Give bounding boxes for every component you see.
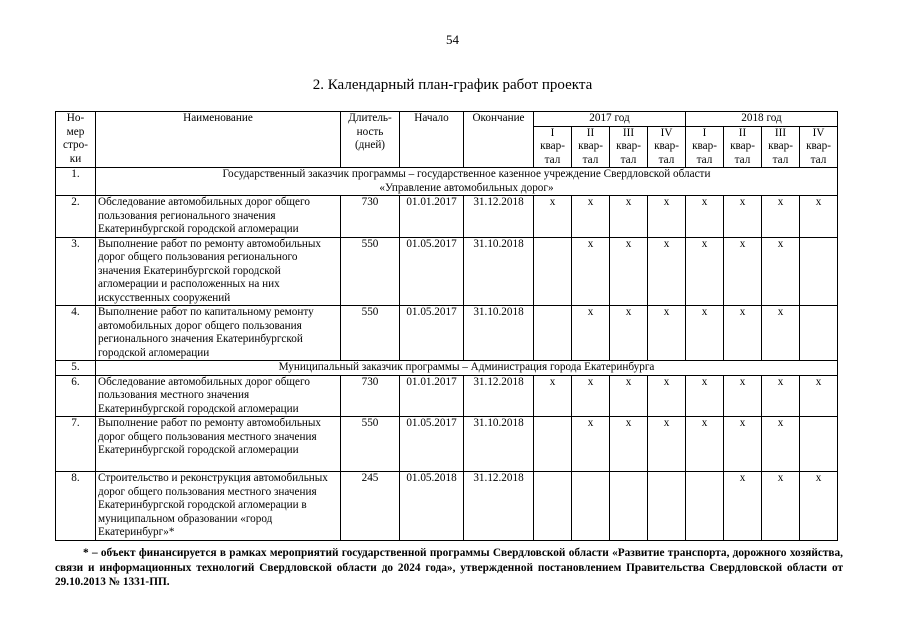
- schedule-table: [55, 111, 838, 541]
- start-date: 01.05.2017: [400, 237, 464, 306]
- quarter-mark: [648, 472, 686, 541]
- duration: 550: [341, 237, 400, 306]
- row-number: 7.: [56, 417, 96, 472]
- row-number: 1.: [56, 168, 96, 196]
- quarter-mark: х: [610, 237, 648, 306]
- quarter-mark: х: [762, 417, 800, 472]
- quarter-mark: х: [648, 306, 686, 361]
- quarter-mark: х: [724, 417, 762, 472]
- row-number: 4.: [56, 306, 96, 361]
- header-quarter: III квар- тал: [762, 126, 800, 168]
- quarter-mark: [534, 237, 572, 306]
- header-quarter: III квар- тал: [610, 126, 648, 168]
- work-name: Выполнение работ по ремонту автомобильных дорог общего пользования регионального значения Екатеринбургской городской агломерации и расположенных на них искусственных сооружений: [96, 237, 341, 306]
- quarter-mark: х: [686, 237, 724, 306]
- work-name: Строительство и реконструкция автомобильных дорог общего пользования местного значения Екатеринбургской городской агломерации в муниципальном образовании «город Екатеринбург»*: [96, 472, 341, 541]
- quarter-mark: х: [610, 417, 648, 472]
- quarter-mark: х: [686, 196, 724, 238]
- table-row: [56, 417, 838, 472]
- duration: 550: [341, 417, 400, 472]
- quarter-mark: [572, 472, 610, 541]
- end-date: 31.12.2018: [464, 472, 534, 541]
- quarter-mark: [800, 237, 838, 306]
- page-title: 2. Календарный план-график работ проекта: [312, 77, 593, 93]
- header-row-number: Но- мер стро- ки: [56, 112, 96, 168]
- quarter-mark: х: [572, 196, 610, 238]
- quarter-mark: [800, 306, 838, 361]
- start-date: 01.05.2017: [400, 417, 464, 472]
- quarter-mark: х: [572, 237, 610, 306]
- page-number: 54: [446, 32, 459, 47]
- section-row: [56, 361, 838, 376]
- work-name: Выполнение работ по ремонту автомобильных дорог общего пользования местного значения Екатеринбургской городской агломерации: [96, 417, 341, 472]
- quarter-mark: х: [762, 472, 800, 541]
- quarter-mark: х: [572, 375, 610, 417]
- table-row: [56, 237, 838, 306]
- quarter-mark: х: [610, 375, 648, 417]
- end-date: 31.12.2018: [464, 196, 534, 238]
- row-number: 5.: [56, 361, 96, 376]
- header-name: Наименование: [96, 112, 341, 168]
- quarter-mark: х: [648, 375, 686, 417]
- header-year-2017: 2017 год: [534, 112, 686, 127]
- section-title: Муниципальный заказчик программы – Администрация города Екатеринбурга: [96, 361, 838, 376]
- header-end: Окончание: [464, 112, 534, 168]
- end-date: 31.10.2018: [464, 237, 534, 306]
- quarter-mark: х: [762, 237, 800, 306]
- header-start: Начало: [400, 112, 464, 168]
- quarter-mark: х: [686, 417, 724, 472]
- quarter-mark: х: [800, 375, 838, 417]
- work-name: Обследование автомобильных дорог общего пользования регионального значения Екатеринбургской городской агломерации: [96, 196, 341, 238]
- start-date: 01.05.2018: [400, 472, 464, 541]
- header-duration: Длитель- ность (дней): [341, 112, 400, 168]
- table-row: [56, 375, 838, 417]
- quarter-mark: [534, 306, 572, 361]
- end-date: 31.10.2018: [464, 306, 534, 361]
- quarter-mark: [534, 472, 572, 541]
- quarter-mark: х: [686, 375, 724, 417]
- quarter-mark: [686, 472, 724, 541]
- start-date: 01.05.2017: [400, 306, 464, 361]
- quarter-mark: х: [724, 306, 762, 361]
- header-quarter: IV квар- тал: [648, 126, 686, 168]
- quarter-mark: х: [686, 306, 724, 361]
- duration: 550: [341, 306, 400, 361]
- start-date: 01.01.2017: [400, 375, 464, 417]
- quarter-mark: х: [800, 196, 838, 238]
- quarter-mark: х: [648, 417, 686, 472]
- table-row: [56, 306, 838, 361]
- quarter-mark: х: [648, 237, 686, 306]
- quarter-mark: х: [648, 196, 686, 238]
- header-quarter: I квар- тал: [686, 126, 724, 168]
- end-date: 31.10.2018: [464, 417, 534, 472]
- header-quarter: I квар- тал: [534, 126, 572, 168]
- header-quarter: II квар- тал: [572, 126, 610, 168]
- row-number: 8.: [56, 472, 96, 541]
- quarter-mark: х: [762, 375, 800, 417]
- duration: 730: [341, 375, 400, 417]
- end-date: 31.12.2018: [464, 375, 534, 417]
- quarter-mark: х: [762, 306, 800, 361]
- table-row: [56, 196, 838, 238]
- work-name: Выполнение работ по капитальному ремонту автомобильных дорог общего пользования регионального значения Екатеринбургской городской агломерации: [96, 306, 341, 361]
- work-name: Обследование автомобильных дорог общего пользования местного значения Екатеринбургской городской агломерации: [96, 375, 341, 417]
- section-title: Государственный заказчик программы – государственное казенное учреждение Свердловской области «Управление автомобильных дорог»: [96, 168, 838, 196]
- quarter-mark: [534, 417, 572, 472]
- header-year-2018: 2018 год: [686, 112, 838, 127]
- quarter-mark: х: [724, 237, 762, 306]
- quarter-mark: х: [724, 196, 762, 238]
- row-number: 2.: [56, 196, 96, 238]
- quarter-mark: [610, 472, 648, 541]
- quarter-mark: х: [572, 306, 610, 361]
- quarter-mark: х: [610, 196, 648, 238]
- header-quarter: II квар- тал: [724, 126, 762, 168]
- section-row: [56, 168, 838, 196]
- row-number: 3.: [56, 237, 96, 306]
- duration: 245: [341, 472, 400, 541]
- footnote: * – объект финансируется в рамках мероприятий государственной программы Свердловской области «Развитие транспорта, дорожного хозяйства, связи и информационных технологий Свердловской области до 2024 года», утвержденной постановлением Правительства Свердловской области от 29.10.2013 № 1331-ПП.: [55, 547, 843, 588]
- quarter-mark: [800, 417, 838, 472]
- quarter-mark: х: [610, 306, 648, 361]
- quarter-mark: х: [724, 472, 762, 541]
- quarter-mark: х: [534, 196, 572, 238]
- start-date: 01.01.2017: [400, 196, 464, 238]
- quarter-mark: х: [534, 375, 572, 417]
- duration: 730: [341, 196, 400, 238]
- table-row: [56, 472, 838, 541]
- quarter-mark: х: [800, 472, 838, 541]
- quarter-mark: х: [572, 417, 610, 472]
- quarter-mark: х: [762, 196, 800, 238]
- row-number: 6.: [56, 375, 96, 417]
- header-quarter: IV квар- тал: [800, 126, 838, 168]
- quarter-mark: х: [724, 375, 762, 417]
